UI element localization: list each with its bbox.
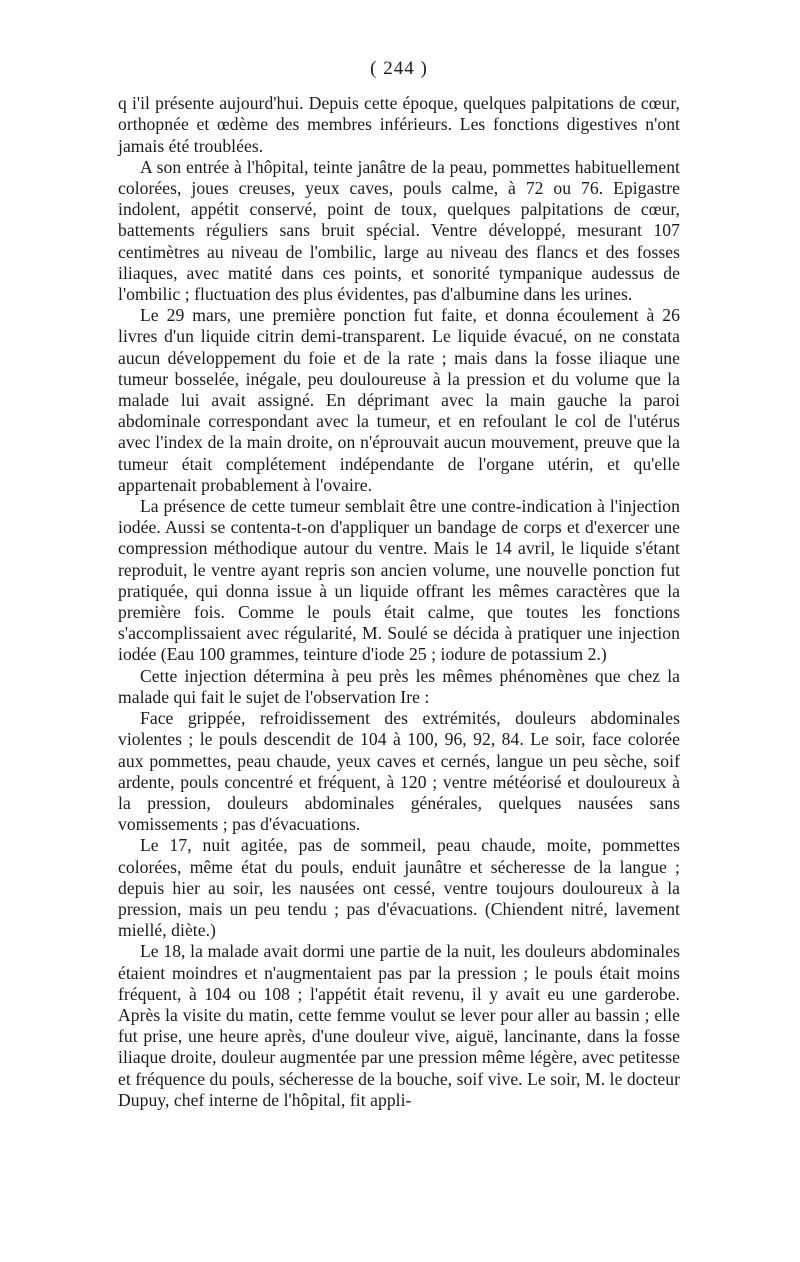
paragraph-4: La présence de cette tumeur semblait être une contre-indication à l'injection iodée. Aussi se contenta-t-on d'appliquer un bandage de corps et d'exercer une compression méthodique autour du ventre. Mais le 14 avril, le liquide s'étant reproduit, le ventre ayant repris son ancien volume, une nouvelle ponction fut pratiquée, qui donna issue à un liquide offrant les mêmes caractères que la première fois. Comme le pouls était calme, que toutes les fonctions s'accomplissaient avec régularité, M. Soulé se décida à pratiquer une injection iodée (Eau 100 grammes, teinture d'iode 25 ; iodure de potassium 2.)	[118, 496, 680, 665]
paragraph-6: Face grippée, refroidissement des extrémités, douleurs abdominales violentes ; le pouls descendit de 104 à 100, 96, 92, 84. Le soir, face colorée aux pommettes, peau chaude, yeux caves et cernés, langue un peu sèche, soif ardente, pouls concentré et fréquent, à 120 ; ventre météorisé et douloureux à la pression, douleurs abdominales générales, quelques nausées sans vomissements ; pas d'évacuations.	[118, 708, 680, 835]
page-number: ( 244 )	[370, 58, 428, 79]
paragraph-8: Le 18, la malade avait dormi une partie de la nuit, les douleurs abdominales étaient moindres et n'augmentaient pas par la pression ; le pouls était moins fréquent, à 104 ou 108 ; l'appétit était revenu, il y avait eu une garderobe. Après la visite du matin, cette femme voulut se lever pour aller au bassin ; elle fut prise, une heure après, d'une douleur vive, aiguë, lancinante, dans la fosse iliaque droite, douleur augmentée par une pression même légère, avec petitesse et fréquence du pouls, sécheresse de la bouche, soif vive. Le soir, M. le docteur Dupuy, chef interne de l'hôpital, fit appli-	[118, 941, 680, 1110]
paragraph-2: A son entrée à l'hôpital, teinte janâtre de la peau, pommettes habituellement colorées, joues creuses, yeux caves, pouls calme, à 72 ou 76. Epigastre indolent, appétit conservé, point de toux, quelques palpitations de cœur, battements réguliers sans bruit spécial. Ventre développé, mesurant 107 centimètres au niveau de l'ombilic, large au niveau des flancs et des fosses iliaques, avec matité dans ces points, et sonorité tympanique audessus de l'ombilic ; fluctuation des plus évidentes, pas d'albumine dans les urines.	[118, 156, 680, 305]
paragraph-7: Le 17, nuit agitée, pas de sommeil, peau chaude, moite, pommettes colorées, même état du pouls, enduit jaunâtre et sécheresse de la langue ; depuis hier au soir, les nausées ont cessé, ventre toujours douloureux à la pression, mais un peu tendu ; pas d'évacuations. (Chiendent nitré, lavement miellé, diète.)	[118, 835, 680, 941]
paragraph-3: Le 29 mars, une première ponction fut faite, et donna écoulement à 26 livres d'un liquide citrin demi-transparent. Le liquide évacué, on ne constata aucun développement du foie et de la rate ; mais dans la fosse iliaque une tumeur bosselée, inégale, peu douloureuse à la pression et du volume que la malade lui avait assigné. En déprimant avec la main gauche la paroi abdominale correspondant avec la tumeur, et en refoulant le col de l'utérus avec l'index de la main droite, on n'éprouvait aucun mouvement, preuve que la tumeur était complétement indépendante de l'organe utérin, et qu'elle appartenait probablement à l'ovaire.	[118, 305, 680, 495]
paragraph-5: Cette injection détermina à peu près les mêmes phénomènes que chez la malade qui fait le sujet de l'observation Ire :	[118, 665, 680, 707]
document-page	[118, 58, 680, 1111]
paragraph-1: q i'il présente aujourd'hui. Depuis cette époque, quelques palpitations de cœur, orthopnée et œdème des membres inférieurs. Les fonctions digestives n'ont jamais été troublées.	[118, 93, 680, 156]
